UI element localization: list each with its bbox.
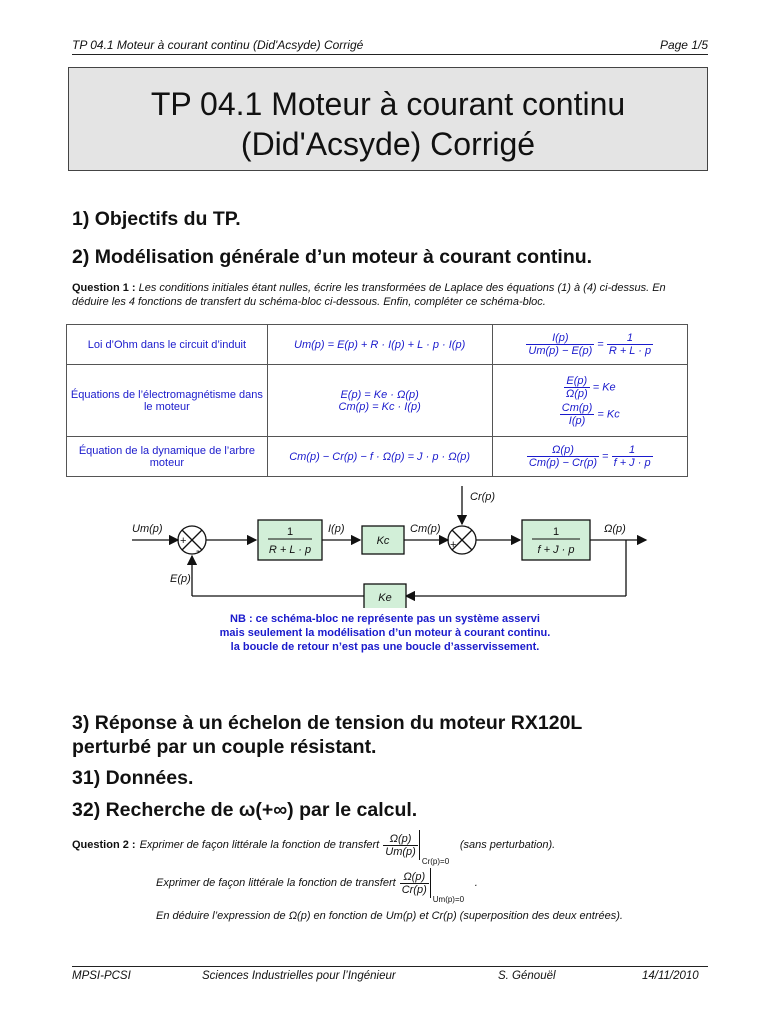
section-3-heading-line2: perturbé par un couple résistant.: [72, 736, 377, 758]
footer-subject: Sciences Industrielles pour l’Ingénieur: [202, 970, 396, 982]
plus-2: +: [450, 539, 457, 551]
question-2-line1-post: (sans perturbation).: [459, 839, 556, 851]
tf-den2: f + J · p: [613, 457, 651, 469]
label-cm: Cm(p): [410, 523, 441, 535]
q2-frac2-den: Cr(p): [401, 883, 427, 896]
page-title-line1: TP 04.1 Moteur à courant continu: [150, 86, 626, 122]
nb-line: la boucle de retour n’est pas une boucle d’asservissement.: [230, 641, 540, 653]
tf-eq: =: [597, 338, 604, 351]
title-box: [68, 67, 708, 171]
header-title: TP 04.1 Moteur à courant continu (Did'Acsyde) Corrigé: [72, 38, 364, 52]
tf-rhs: = Ke: [592, 380, 616, 393]
page-title-line2: (Did'Acsyde) Corrigé: [240, 126, 536, 162]
block-1-den: R + L · p: [268, 544, 312, 556]
q2-frac1-den: Um(p): [385, 845, 416, 858]
nb-line: mais seulement la modélisation d’un moteur à courant continu.: [219, 627, 551, 639]
label-omega: Ω(p): [604, 523, 626, 535]
table-row: [67, 437, 688, 477]
question-2-line2-post: .: [474, 877, 478, 889]
table-row: [67, 365, 688, 437]
page-number: Page 1/5: [659, 38, 708, 52]
section-31-heading: 31) Données.: [72, 767, 194, 789]
row-transfer-function: [492, 437, 688, 477]
transfer-function-table: [66, 324, 688, 477]
question-2-line3: En déduire l’expression de Ω(p) en fonction de Um(p) et Cr(p) (superposition des deux entrées).: [156, 910, 623, 922]
section-1-heading: 1) Objectifs du TP.: [72, 208, 241, 230]
question-2-line1: Exprimer de façon littérale la fonction de transfert: [139, 839, 380, 851]
row-equation: [267, 365, 492, 437]
q2-frac2-cond: Um(p)=0: [432, 895, 465, 904]
question-1: [72, 281, 696, 309]
q2-frac1-cond: Cr(p)=0: [421, 857, 450, 866]
tf-den: Cm(p) − Cr(p): [528, 457, 598, 469]
q2-frac2-num: Ω(p): [400, 871, 429, 884]
minus-1: -: [196, 545, 200, 557]
tf-num2: 1: [607, 332, 653, 345]
tf-rhs: = Kc: [597, 407, 620, 420]
row-label: Équation de la dynamique de l’arbre moteur: [67, 437, 268, 477]
tf-eq: =: [602, 450, 609, 463]
question-1-text: Les conditions initiales étant nulles, écrire les transformées de Laplace des équations (1) à (4) ci-dessus. En déduire les 4 fonctions de transfert du schéma-bloc ci-dessous. Enfin, compléter ce schéma-bloc.: [72, 282, 666, 308]
q2-frac1-num: Ω(p): [383, 833, 418, 846]
label-i: I(p): [328, 523, 345, 535]
label-e: E(p): [170, 573, 191, 585]
equation-line: E(p) = Ke · Ω(p): [340, 388, 419, 401]
minus-2: -: [466, 521, 470, 533]
footer-date: 14/11/2010: [642, 970, 699, 982]
block-3-num: 1: [552, 526, 560, 538]
section-3-heading-line1: 3) Réponse à un échelon de tension du moteur RX120L: [72, 712, 583, 734]
plus-1: +: [180, 535, 187, 547]
section-32-heading: 32) Recherche de ω(+∞) par le calcul.: [72, 799, 418, 821]
question-1-label: Question 1 :: [72, 282, 136, 294]
question-2-line2: Exprimer de façon littérale la fonction de transfert: [156, 877, 396, 889]
tf-den: Um(p) − E(p): [528, 345, 593, 357]
block-diagram: [0, 478, 768, 608]
nb-line: NB : ce schéma-bloc ne représente pas un système asservi: [230, 613, 540, 625]
row-equation: Cm(p) − Cr(p) − f · Ω(p) = J · p · Ω(p): [267, 437, 492, 477]
tf-den2: R + L · p: [608, 345, 652, 357]
row-transfer-function: [492, 325, 688, 365]
tf-num: Cm(p): [561, 401, 593, 414]
nb-note: [130, 612, 640, 654]
footer-author: S. Génouël: [498, 970, 556, 982]
block-kc-label: Kc: [376, 535, 390, 547]
row-transfer-function: [492, 365, 688, 437]
label-cr: Cr(p): [470, 491, 496, 503]
row-label: Loi d’Ohm dans le circuit d’induit: [67, 325, 268, 365]
block-ke-label: Ke: [378, 592, 392, 604]
table-row: [67, 325, 688, 365]
footer-class: MPSI-PCSI: [72, 970, 131, 982]
row-label: Équations de l’électromagnétisme dans le moteur: [67, 365, 268, 437]
section-2-heading: 2) Modélisation générale d’un moteur à courant continu.: [72, 246, 593, 268]
tf-den: Ω(p): [565, 387, 588, 400]
block-3-den: f + J · p: [537, 544, 575, 556]
row-equation: Um(p) = E(p) + R · I(p) + L · p · I(p): [267, 325, 492, 365]
tf-den: I(p): [568, 414, 586, 427]
equation-line: Cm(p) = Kc · I(p): [338, 400, 421, 413]
label-um: Um(p): [132, 523, 163, 535]
tf-num: Ω(p): [527, 444, 599, 457]
tf-num2: 1: [612, 444, 653, 457]
block-1-num: 1: [286, 526, 294, 538]
question-2-label: Question 2 :: [72, 839, 136, 851]
question-2: [72, 830, 712, 922]
page-footer: [72, 966, 708, 982]
tf-num: I(p): [526, 332, 594, 345]
tf-num: E(p): [564, 375, 590, 388]
page-header: [72, 38, 708, 55]
